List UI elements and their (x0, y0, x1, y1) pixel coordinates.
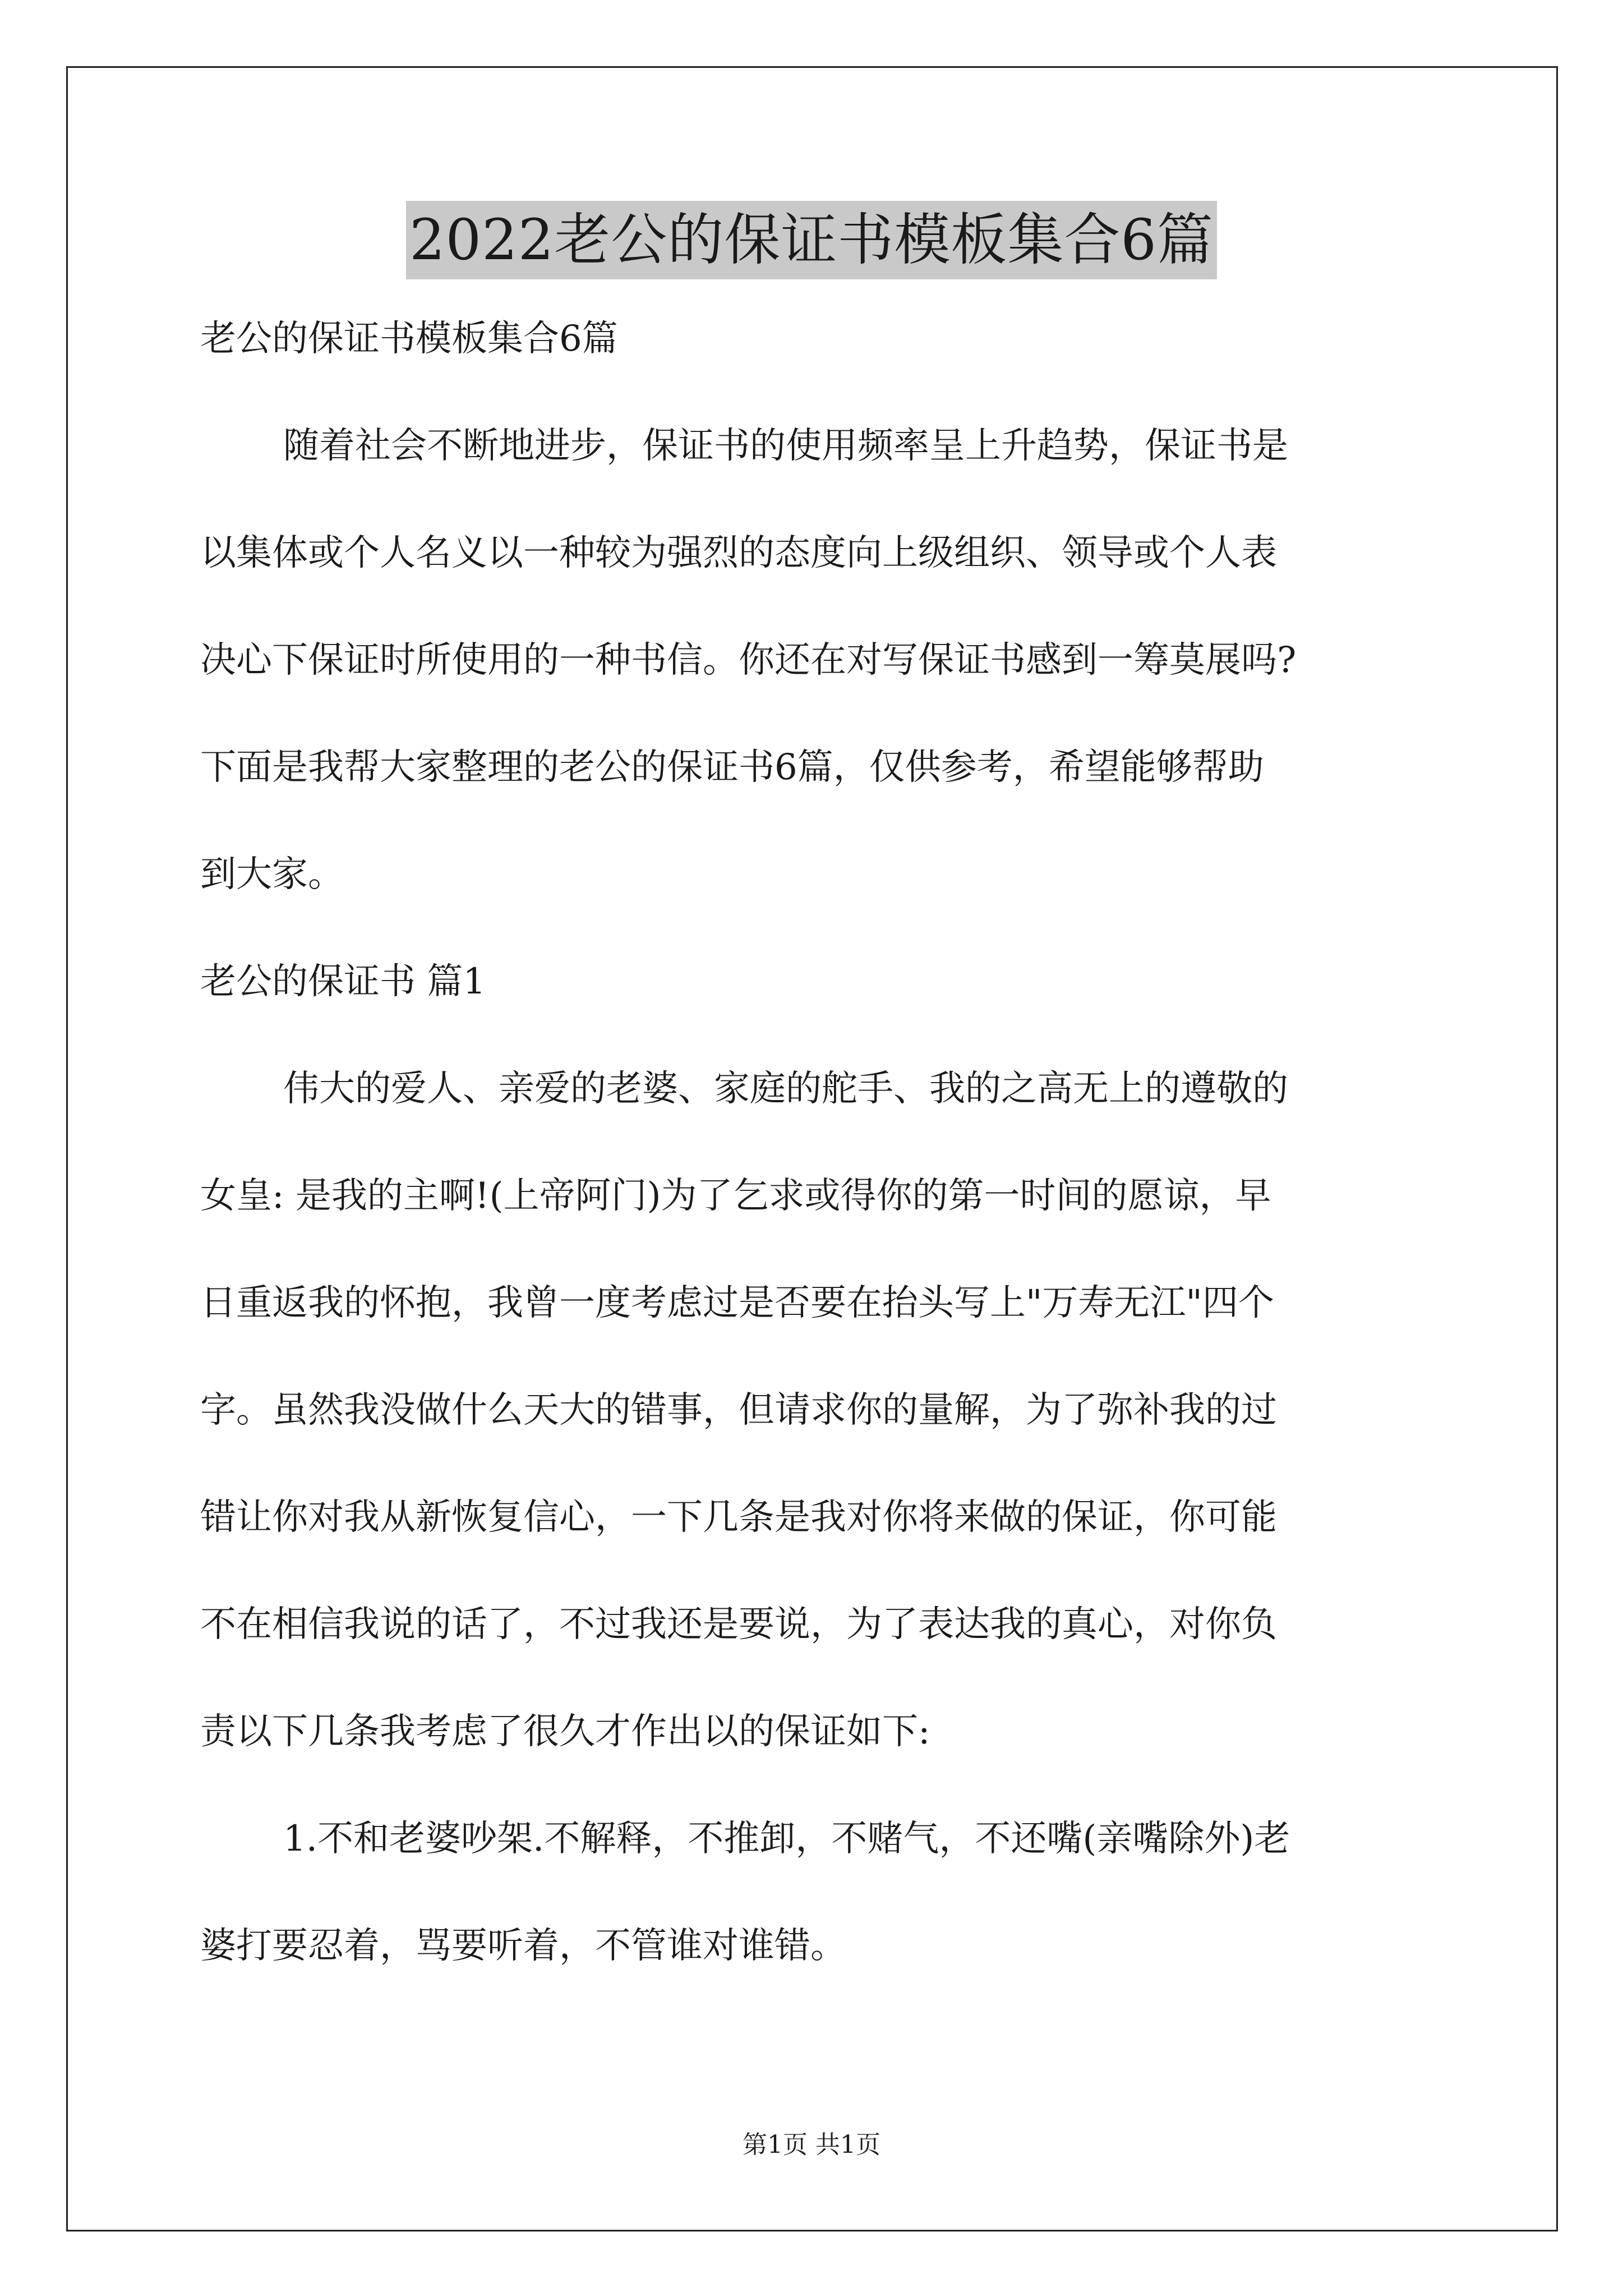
paragraph-line: 女皇: 是我的主啊!(上帝阿门)为了乞求或得你的第一时间的愿谅，早 (200, 1175, 1271, 1217)
document-title: 2022老公的保证书模板集合6篇 (406, 201, 1217, 279)
list-item-line: 1.不和老婆吵架.不解释，不推卸，不赌气，不还嘴(亲嘴除外)老 (283, 1818, 1290, 1860)
subtitle-line: 老公的保证书模板集合6篇 (200, 318, 618, 360)
section-heading: 老公的保证书 篇1 (200, 961, 486, 1002)
paragraph-line: 错让你对我从新恢复信心，一下几条是我对你将来做的保证，你可能 (200, 1497, 1277, 1538)
paragraph-line: 下面是我帮大家整理的老公的保证书6篇，仅供参考，希望能够帮助 (200, 747, 1264, 788)
list-item-line: 婆打要忍着，骂要听着，不管谁对谁错。 (200, 1925, 846, 1967)
paragraph-line: 字。虽然我没做什么天大的错事，但请求你的量解，为了弥补我的过 (200, 1389, 1277, 1431)
paragraph-line: 决心下保证时所使用的一种书信。你还在对写保证书感到一筹莫展吗? (200, 639, 1297, 681)
paragraph-line: 伟大的爱人、亲爱的老婆、家庭的舵手、我的之高无上的遵敬的 (283, 1068, 1288, 1110)
title-area (0, 201, 1623, 279)
page-footer: 第1页 共1页 (743, 2131, 880, 2159)
paragraph-line: 不在相信我说的话了，不过我还是要说，为了表达我的真心，对你负 (200, 1604, 1277, 1645)
paragraph-line: 随着社会不断地进步，保证书的使用频率呈上升趋势，保证书是 (283, 425, 1288, 467)
paragraph-line: 日重返我的怀抱，我曾一度考虑过是否要在抬头写上"万寿无江"四个 (200, 1282, 1274, 1324)
document-body (200, 312, 1468, 2026)
paragraph-line: 到大家。 (200, 854, 344, 895)
paragraph-line: 责以下几条我考虑了很久才作出以的保证如下: (200, 1711, 930, 1752)
paragraph-line: 以集体或个人名义以一种较为强烈的态度向上级组织、领导或个人表 (200, 532, 1277, 574)
